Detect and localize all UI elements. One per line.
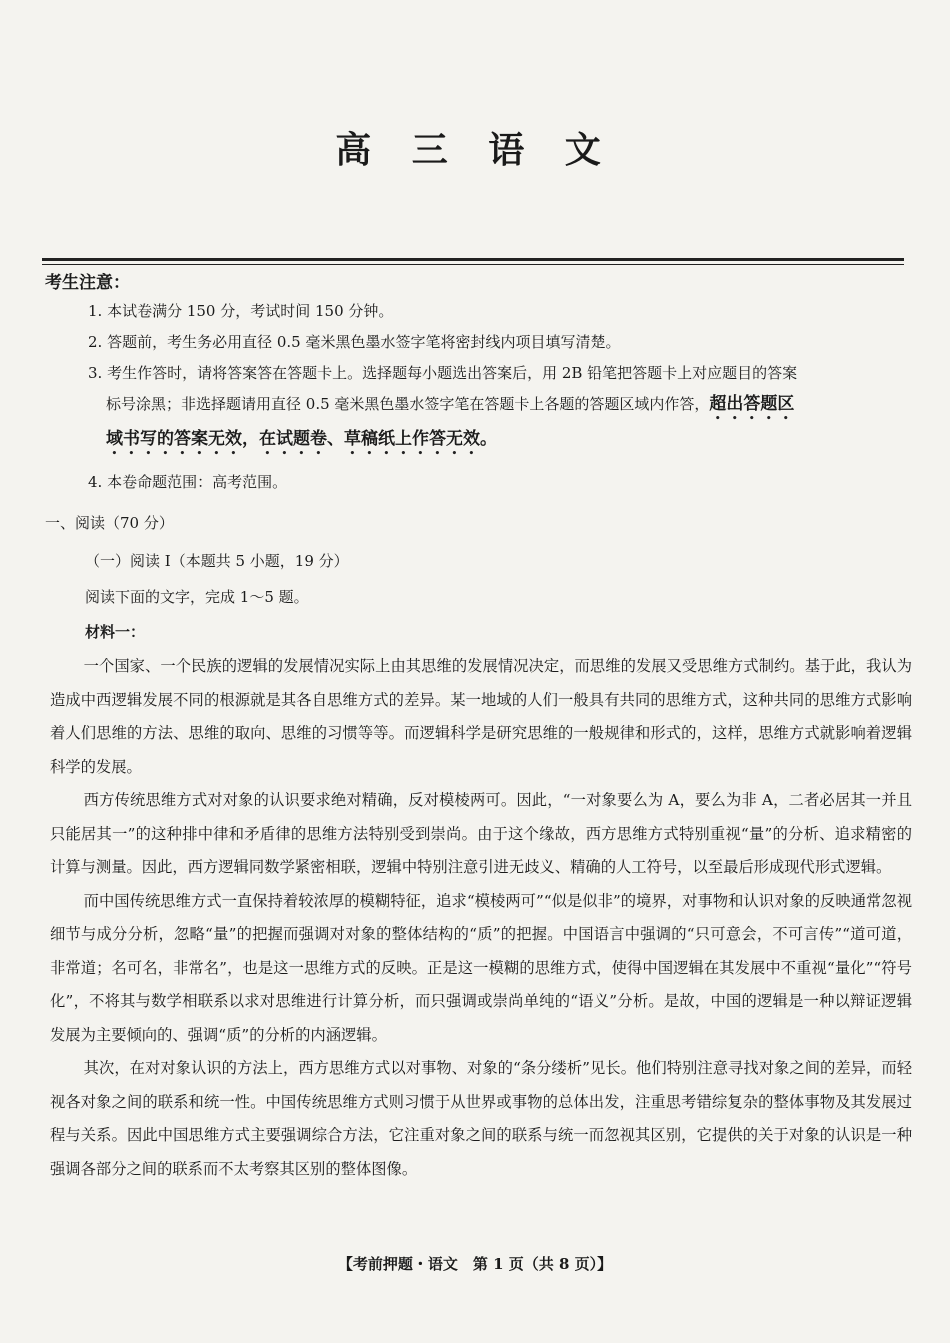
section-heading: 一、阅读（70 分） xyxy=(45,514,174,532)
exam-title: 高 三 语 文 xyxy=(335,129,615,171)
notice-item-3-emphasis-2: 域书写的答案无效，在试题卷、草稿纸上作答无效。 xyxy=(106,429,497,449)
paragraph: 而中国传统思维方式一直保持着较浓厚的模糊特征，追求“模棱两可”“似是似非”的境界，对事物和认识对象的反映通常忽视细节与成分分析，忽略“量”的把握而强调对对象的整体结构的“质”的把握。中国语言中强调的“只可意会，不可言传”“道可道，非常道；名可名，非常名”，也是这一思维方式的反映。正是这一模糊的思维方式，使得中国逻辑在其发展中不重视“量化”“符号化”，不将其与数学相联系以求对思维进行计算分析，而只强调或崇尚单纯的“语义”分析。是故，中国的逻辑是一种以辩证逻辑发展为主要倾向的、强调“质”的分析的内涵逻辑。 xyxy=(50,891,912,1044)
paragraph: 其次，在对对象认识的方法上，西方思维方式以对事物、对象的“条分缕析”见长。他们特别注意寻找对象之间的差异，而轻视各对象之间的联系和统一性。中国传统思维方式则习惯于从世界或事物的总体出发，注重思考错综复杂的整体事物及其发展过程与关系。因此中国思维方式主要强调综合方法，它注重对象之间的联系与统一而忽视其区别，它提供的关于对象的认识是一种强调各部分之间的联系而不太考察其区别的整体图像。 xyxy=(50,1059,912,1178)
notice-item-2: 2. 答题前，考生务必用直径 0.5 毫米黑色墨水签字笔将密封线内项目填写清楚。 xyxy=(88,333,621,351)
paragraph: 一个国家、一个民族的逻辑的发展情况实际上由其思维的发展情况决定，而思维的发展又受思维方式制约。基于此，我认为造成中西逻辑发展不同的根源就是其各自思维方式的差异。某一地域的人们一般具有共同的思维方式，这种共同的思维方式影响着人们思维的方法、思维的取向、思维的习惯等等。而逻辑科学是研究思维的一般规律和形式的，这样，思维方式就影响着逻辑科学的发展。 xyxy=(50,657,912,776)
sub-section-heading: （一）阅读 Ⅰ（本题共 5 小题，19 分） xyxy=(85,552,349,570)
notice-list xyxy=(88,296,918,498)
page-footer: 【考前押题・语文 第 1 页（共 8 页）】 xyxy=(337,1255,613,1273)
notice-item-3-line-3 xyxy=(88,424,918,459)
notice-heading: 考生注意： xyxy=(45,273,130,293)
instruction: 阅读下面的文字，完成 1～5 题。 xyxy=(85,588,309,606)
header-divider xyxy=(42,258,904,265)
notice-item-1: 1. 本试卷满分 150 分，考试时间 150 分钟。 xyxy=(88,302,394,320)
passage-body xyxy=(50,650,912,1186)
notice-item-3-line-2 xyxy=(88,389,918,424)
notice-item-3-line-1: 3. 考生作答时，请将答案答在答题卡上。选择题每小题选出答案后，用 2B 铅笔把答题卡上对应题目的答案 xyxy=(88,364,798,382)
paragraph: 西方传统思维方式对对象的认识要求绝对精确，反对模棱两可。因此，“一对象要么为 A，要么为非 A，二者必居其一并且只能居其一”的这种排中律和矛盾律的思维方法特别受到崇尚。由于这个缘故，西方思维方式特别重视“量”的分析、追求精密的计算与测量。因此，西方逻辑同数学紧密相联，逻辑中特别注意引进无歧义、精确的人工符号，以至最后形成现代形式逻辑。 xyxy=(50,791,912,876)
material-label: 材料一： xyxy=(85,623,146,641)
notice-item-4: 4. 本卷命题范围：高考范围。 xyxy=(88,473,288,491)
notice-item-3-plain: 标号涂黑；非选择题请用直径 0.5 毫米黑色墨水签字笔在答题卡上各题的答题区域内作答， xyxy=(106,395,710,413)
notice-item-3-emphasis-1: 超出答题区 xyxy=(709,394,795,414)
